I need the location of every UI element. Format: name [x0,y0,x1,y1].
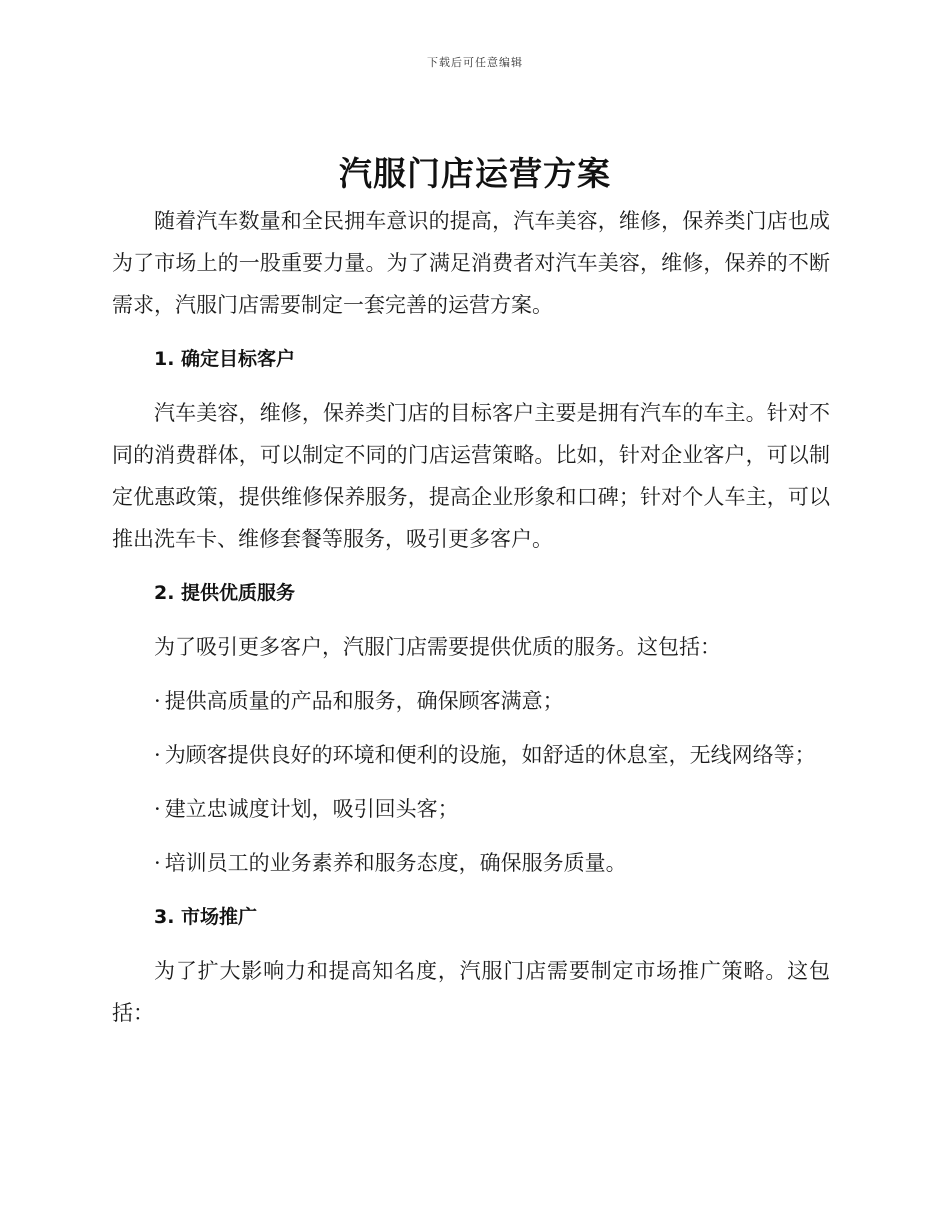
bullet-text: 培训员工的业务素养和服务态度，确保服务质量。 [164,851,627,875]
bullet-item [112,734,830,776]
section-1-paragraph: 汽车美容，维修，保养类门店的目标客户主要是拥有汽车的车主。针对不同的消费群体，可以制定不同的门店运营策略。比如，针对企业客户，可以制定优惠政策，提供维修保养服务，提高企业形象和口碑；针对个人车主，可以推出洗车卡、维修套餐等服务，吸引更多客户。 [112,401,830,551]
bullet-item [112,842,830,884]
bullet-dot: · [154,743,161,767]
header-note: 下载后可任意编辑 [427,56,523,69]
bullet-dot: · [154,689,161,713]
bullet-dot: · [154,797,161,821]
bullet-text: 提供高质量的产品和服务，确保顾客满意； [164,689,564,713]
document-body [112,200,830,1034]
section-2-paragraph: 为了吸引更多客户，汽服门店需要提供优质的服务。这包括： [154,635,721,659]
bullet-item [112,680,830,722]
section-heading-2: 2. 提供优质服务 [154,582,296,604]
section-heading-3: 3. 市场推广 [154,906,258,928]
intro-paragraph: 随着汽车数量和全民拥车意识的提高，汽车美容，维修，保养类门店也成为了市场上的一股重要力量。为了满足消费者对汽车美容，维修，保养的不断需求，汽服门店需要制定一套完善的运营方案。 [112,209,830,317]
bullet-text: 为顾客提供良好的环境和便利的设施，如舒适的休息室，无线网络等； [164,743,816,767]
document-title: 汽服门店运营方案 [339,154,611,193]
bullet-dot: · [154,851,161,875]
bullet-text: 建立忠诚度计划，吸引回头客； [164,797,459,821]
bullet-item [112,788,830,830]
section-3-paragraph: 为了扩大影响力和提高知名度，汽服门店需要制定市场推广策略。这包括： [112,959,830,1025]
section-heading-1: 1. 确定目标客户 [154,348,296,370]
